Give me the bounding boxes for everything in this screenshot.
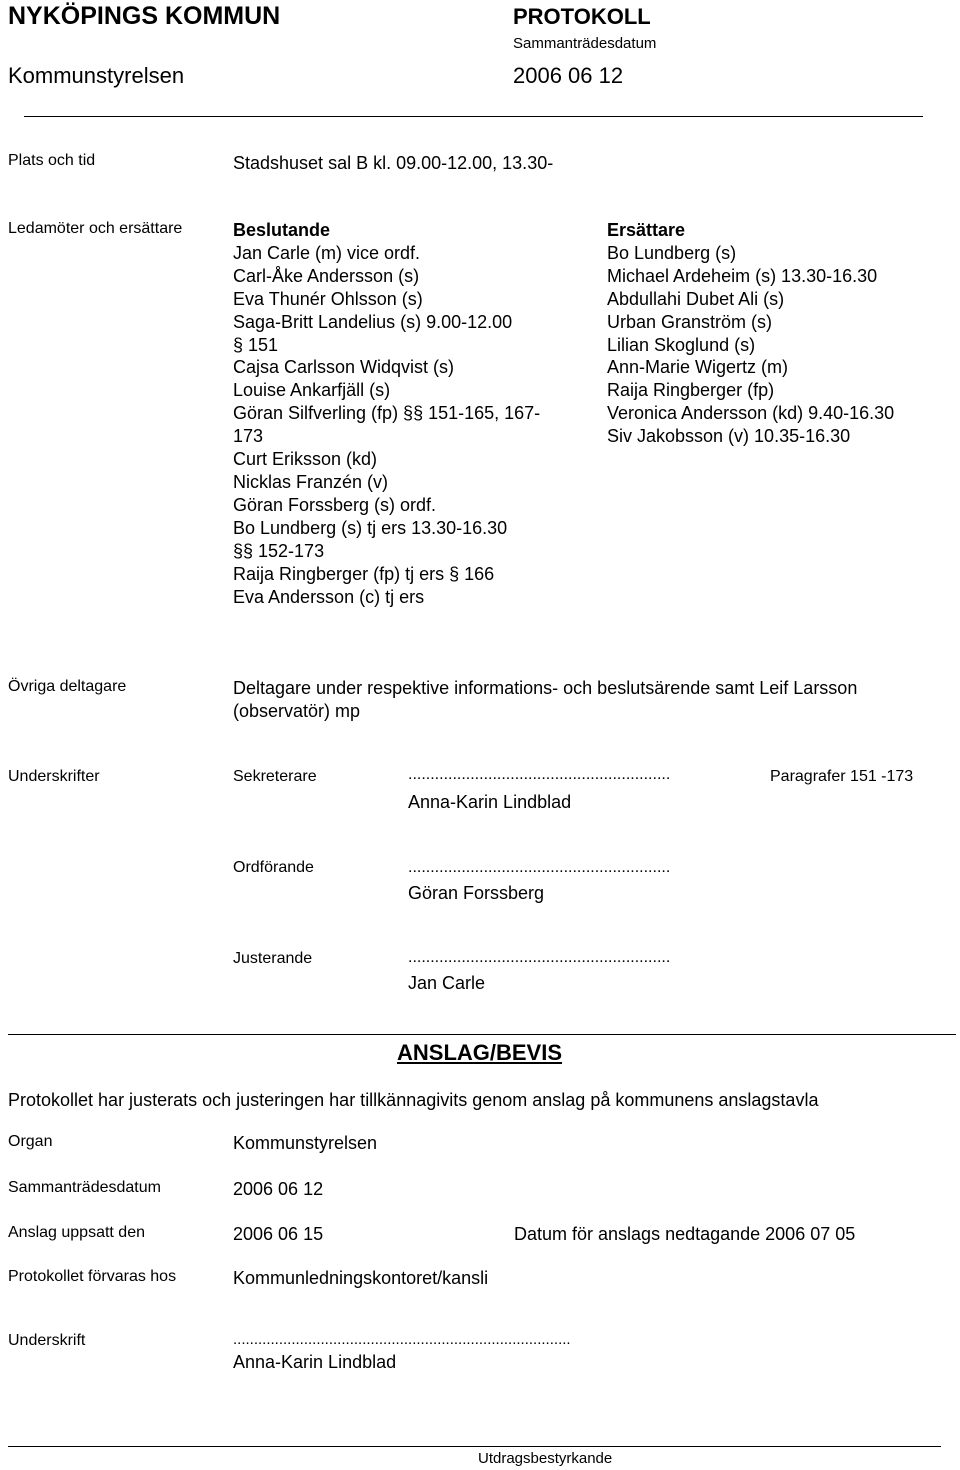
beslutande-item: Cajsa Carlsson Widqvist (s) bbox=[233, 357, 455, 378]
sekreterare-label: Sekreterare bbox=[233, 768, 317, 785]
plats-value: Stadshuset sal B kl. 09.00-12.00, 13.30- bbox=[233, 153, 554, 173]
sekreterare-name: Anna-Karin Lindblad bbox=[408, 792, 572, 812]
organ-value: Kommunstyrelsen bbox=[233, 1133, 378, 1153]
ersattare-item: Ann-Marie Wigertz (m) bbox=[607, 357, 789, 378]
footer-divider bbox=[8, 1446, 941, 1447]
beslutande-heading: Beslutande bbox=[233, 220, 331, 240]
plats-label: Plats och tid bbox=[8, 152, 96, 169]
meeting-date: 2006 06 12 bbox=[513, 63, 624, 88]
committee-name: Kommunstyrelsen bbox=[8, 63, 185, 88]
ovriga-line1: Deltagare under respektive informations- och beslutsärende samt Leif Larsson bbox=[233, 678, 858, 698]
beslutande-item: 173 bbox=[233, 426, 264, 447]
ersattare-item: Siv Jakobsson (v) 10.35-16.30 bbox=[607, 426, 851, 447]
justerande-label: Justerande bbox=[233, 950, 313, 967]
beslutande-item: Nicklas Franzén (v) bbox=[233, 471, 389, 492]
sammantradesdatum-value: 2006 06 12 bbox=[233, 1179, 324, 1199]
ovriga-label: Övriga deltagare bbox=[8, 678, 127, 695]
ersattare-column bbox=[607, 219, 894, 448]
ovriga-line2: (observatör) mp bbox=[233, 701, 361, 721]
ordforande-name: Göran Forssberg bbox=[408, 883, 545, 903]
footer-text: Utdragsbestyrkande bbox=[478, 1450, 613, 1467]
ersattare-item: Abdullahi Dubet Ali (s) bbox=[607, 288, 785, 309]
underskrift-label: Underskrift bbox=[8, 1332, 86, 1349]
beslutande-item: Curt Eriksson (kd) bbox=[233, 449, 378, 470]
organ-label: Organ bbox=[8, 1133, 53, 1150]
underskrift-name: Anna-Karin Lindblad bbox=[233, 1352, 397, 1372]
beslutande-item: §§ 152-173 bbox=[233, 540, 325, 561]
beslutande-item: Saga-Britt Landelius (s) 9.00-12.00 bbox=[233, 311, 513, 332]
anslag-statement: Protokollet har justerats och justeringen har tillkännagivits genom anslag på kommunens anslagstavla bbox=[8, 1090, 819, 1110]
paragrafer-text: Paragrafer 151 -173 bbox=[770, 768, 914, 785]
anslag-divider bbox=[8, 1034, 956, 1035]
beslutande-item: § 151 bbox=[233, 334, 279, 355]
beslutande-item: Louise Ankarfjäll (s) bbox=[233, 380, 391, 401]
date-label: Sammanträdesdatum bbox=[513, 35, 657, 52]
forvaras-value: Kommunledningskontoret/kansli bbox=[233, 1268, 489, 1288]
justerande-name: Jan Carle bbox=[408, 973, 486, 993]
justerande-signature-line: ........................................................... bbox=[408, 949, 671, 966]
ersattare-item: Veronica Andersson (kd) 9.40-16.30 bbox=[607, 403, 895, 424]
underskrifter-label: Underskrifter bbox=[8, 768, 100, 785]
anslag-uppsatt-label: Anslag uppsatt den bbox=[8, 1224, 145, 1241]
anslag-heading: ANSLAG/BEVIS bbox=[397, 1040, 563, 1065]
ordforande-label: Ordförande bbox=[233, 859, 314, 876]
document-type: PROTOKOLL bbox=[513, 4, 651, 29]
ersattare-heading: Ersättare bbox=[607, 220, 686, 240]
ersattare-item: Bo Lundberg (s) bbox=[607, 242, 737, 263]
beslutande-item: Bo Lundberg (s) tj ers 13.30-16.30 bbox=[233, 517, 508, 538]
beslutande-column bbox=[233, 219, 540, 608]
ordforande-signature-line: ........................................................... bbox=[408, 859, 671, 876]
anslag-uppsatt-value: 2006 06 15 bbox=[233, 1224, 324, 1244]
beslutande-item: Göran Silfverling (fp) §§ 151-165, 167- bbox=[233, 403, 541, 424]
organization-name: NYKÖPINGS KOMMUN bbox=[8, 2, 281, 30]
nedtagande-text: Datum för anslags nedtagande 2006 07 05 bbox=[514, 1224, 856, 1244]
ersattare-item: Urban Granström (s) bbox=[607, 311, 773, 332]
beslutande-item: Eva Andersson (c) tj ers bbox=[233, 586, 425, 607]
underskrift-signature-line: ................................................................................. bbox=[233, 1331, 571, 1348]
ersattare-item: Raija Ringberger (fp) bbox=[607, 380, 775, 401]
sekreterare-signature-line: ........................................................... bbox=[408, 766, 671, 783]
ersattare-item: Lilian Skoglund (s) bbox=[607, 334, 756, 355]
beslutande-item: Jan Carle (m) vice ordf. bbox=[233, 242, 421, 263]
header-divider bbox=[24, 116, 923, 117]
sammantradesdatum-label: Sammanträdesdatum bbox=[8, 1179, 161, 1196]
ledamoter-label: Ledamöter och ersättare bbox=[8, 220, 183, 237]
beslutande-item: Carl-Åke Andersson (s) bbox=[233, 265, 420, 286]
ersattare-item: Michael Ardeheim (s) 13.30-16.30 bbox=[607, 265, 878, 286]
beslutande-item: Eva Thunér Ohlsson (s) bbox=[233, 288, 423, 309]
beslutande-item: Göran Forssberg (s) ordf. bbox=[233, 494, 437, 515]
beslutande-item: Raija Ringberger (fp) tj ers § 166 bbox=[233, 563, 495, 584]
forvaras-label: Protokollet förvaras hos bbox=[8, 1268, 177, 1285]
